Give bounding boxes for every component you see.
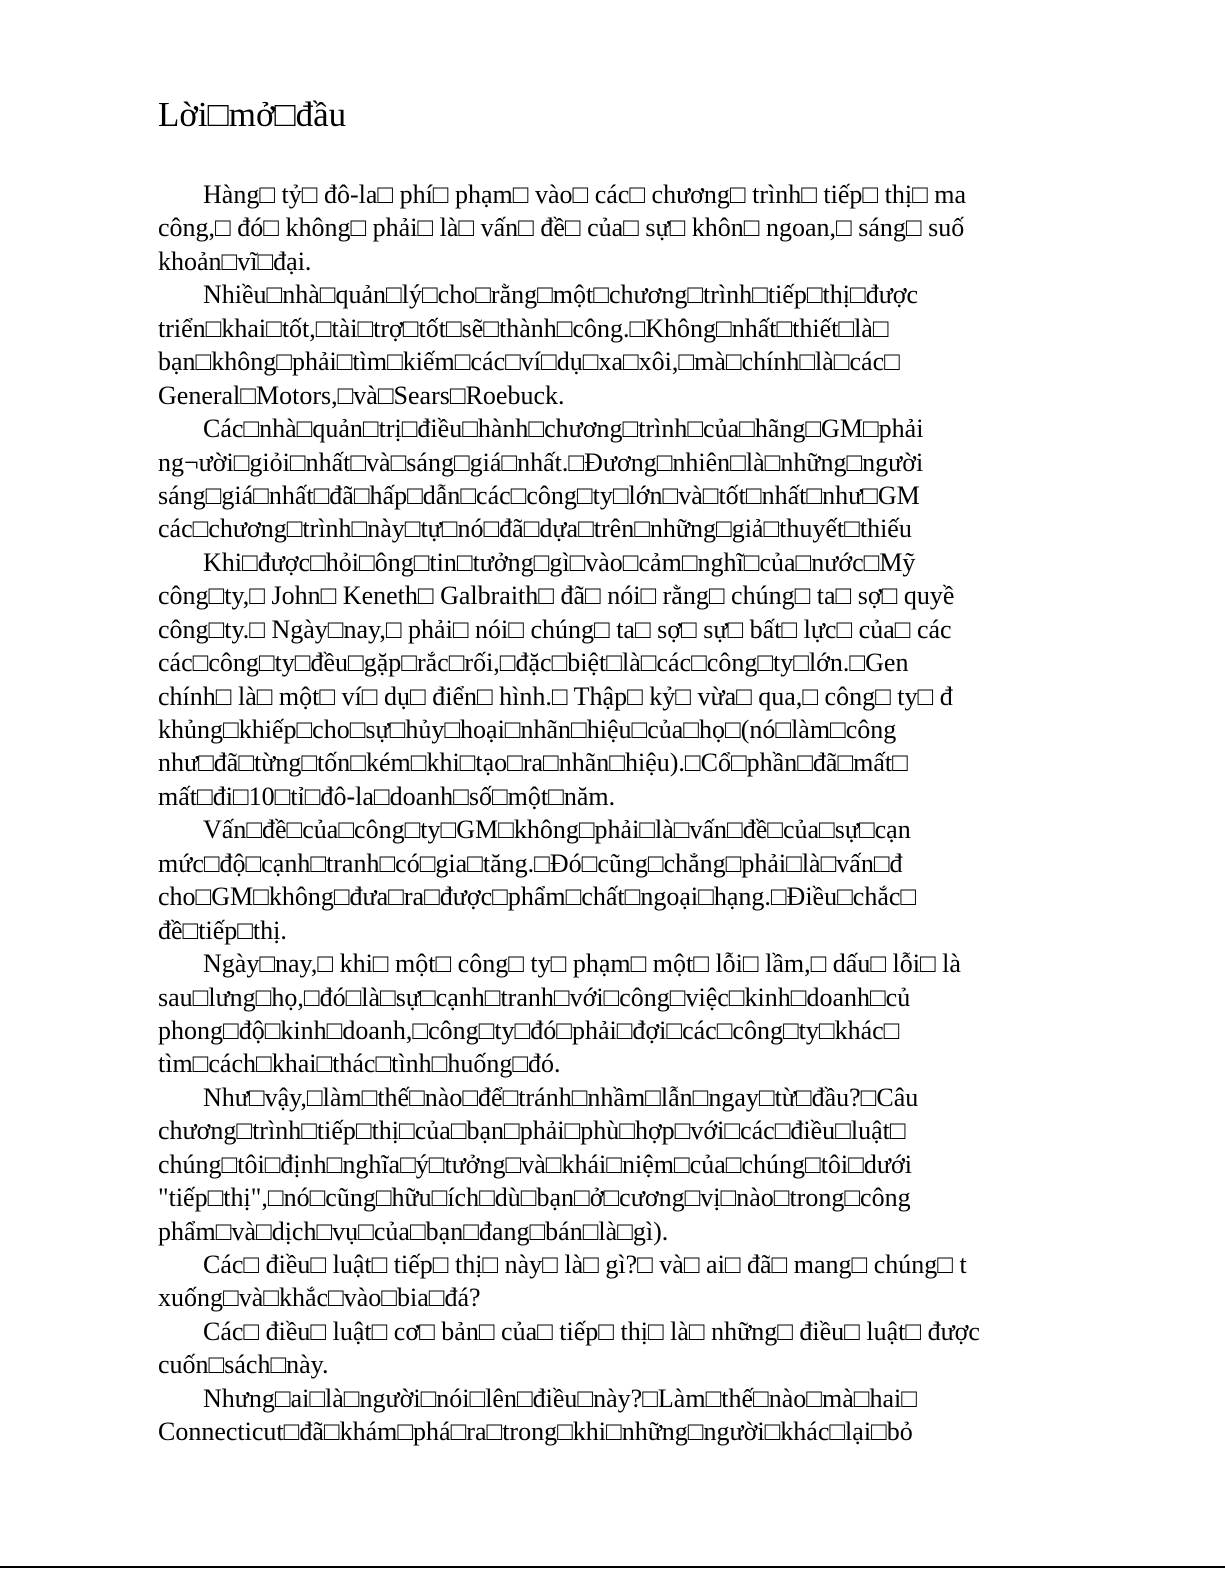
text-line: phong□độ□kinh□doanh,□công□ty□đó□phải□đợi□các□công□ty□khác□ — [158, 1015, 900, 1045]
text-line: cuốn□sách□này. — [158, 1350, 329, 1380]
text-line: bạn□không□phải□tìm□kiếm□các□ví□dụ□xa□xôi,□mà□chính□là□các□ — [158, 347, 900, 377]
text-line: tìm□cách□khai□thác□tình□huống□đó. — [158, 1049, 561, 1079]
text-line: phẩm□và□dịch□vụ□của□bạn□đang□bán□là□gì). — [158, 1216, 669, 1246]
text-line: khoản□vĩ□đại. — [158, 246, 312, 276]
text-line: ng¬ười□giỏi□nhất□và□sáng□giá□nhất.□Đương□nhiên□là□những□người — [158, 447, 924, 477]
text-line: triển□khai□tốt,□tài□trợ□tốt□sẽ□thành□công.□Không□nhất□thiết□là□ — [158, 313, 889, 343]
text-line: công□ty,□ John□ Keneth□ Galbraith□ đã□ nói□ rằng□ chúng□ ta□ sợ□ quyề — [158, 581, 955, 611]
text-line: xuống□và□khắc□vào□bia□đá? — [158, 1283, 481, 1313]
text-line: đề□tiếp□thị. — [158, 915, 287, 945]
text-line: chúng□tôi□định□nghĩa□ý□tưởng□và□khái□niệm□của□chúng□tôi□dưới — [158, 1149, 912, 1179]
text-line: mức□độ□cạnh□tranh□có□gia□tăng.□Đó□cũng□chẳng□phải□là□vấn□đ — [158, 848, 903, 878]
text-line: General□Motors,□và□Sears□Roebuck. — [158, 380, 565, 410]
text-line: công□ty.□ Ngày□nay,□ phải□ nói□ chúng□ ta□ sợ□ sự□ bất□ lực□ của□ các — [158, 614, 952, 644]
text-line: các□công□ty□đều□gặp□rắc□rối,□đặc□biệt□là□các□công□ty□lớn.□Gen — [158, 648, 909, 678]
text-line: Như□vậy,□làm□thế□nào□để□tránh□nhầm□lẫn□ngay□từ□đầu?□Câu — [203, 1082, 919, 1112]
text-line: Các□ điều□ luật□ tiếp□ thị□ này□ là□ gì?□ và□ ai□ đã□ mang□ chúng□ t — [203, 1250, 967, 1279]
text-line: sau□lưng□họ,□đó□là□sự□cạnh□tranh□với□công□việc□kinh□doanh□củ — [158, 982, 911, 1012]
text-line: Hàng□ tỷ□ đô-la□ phí□ phạm□ vào□ các□ chương□ trình□ tiếp□ thị□ ma — [203, 180, 967, 209]
text-line: sáng□giá□nhất□đã□hấp□dẫn□các□công□ty□lớn□và□tốt□nhất□như□GM — [158, 480, 920, 510]
text-line: chính□ là□ một□ ví□ dụ□ điển□ hình.□ Thập□ kỷ□ vừa□ qua,□ công□ ty□ đ — [158, 681, 953, 711]
text-line: công,□ đó□ không□ phải□ là□ vấn□ đề□ của□ sự□ khôn□ ngoan,□ sáng□ suố — [158, 213, 965, 243]
text-line: Connecticut□đã□khám□phá□ra□trong□khi□những□người□khác□lại□bỏ — [158, 1417, 913, 1447]
text-line: cho□GM□không□đưa□ra□được□phẩm□chất□ngoại□hạng.□Điều□chắc□ — [158, 882, 917, 912]
text-line: "tiếp□thị",□nó□cũng□hữu□ích□dù□bạn□ở□cương□vị□nào□trong□công — [158, 1183, 911, 1213]
body-text — [158, 178, 1080, 1449]
text-line: như□đã□từng□tốn□kém□khi□tạo□ra□nhãn□hiệu).□Cổ□phần□đã□mất□ — [158, 748, 908, 778]
text-line: Nhưng□ai□là□người□nói□lên□điều□này?□Làm□thế□nào□mà□hai□ — [203, 1383, 917, 1413]
page-title: Lời□mở□đầu — [158, 95, 347, 134]
text-line: Nhiều□nhà□quản□lý□cho□rằng□một□chương□trình□tiếp□thị□được — [203, 280, 919, 310]
text-line: Các□nhà□quản□trị□điều□hành□chương□trình□của□hãng□GM□phải — [203, 414, 924, 444]
text-line: Vấn□đề□của□công□ty□GM□không□phải□là□vấn□đề□của□sự□cạn — [203, 815, 911, 845]
text-line: mất□đi□10□tỉ□đô-la□doanh□số□một□năm. — [158, 781, 616, 811]
text-line: Khi□được□hỏi□ông□tin□tưởng□gì□vào□cảm□nghĩ□của□nước□Mỹ — [203, 547, 916, 577]
text-line: các□chương□trình□này□tự□nó□đã□dựa□trên□những□giả□thuyết□thiếu — [158, 514, 912, 544]
text-line: Các□ điều□ luật□ cơ□ bản□ của□ tiếp□ thị□ là□ những□ điều□ luật□ được — [203, 1316, 980, 1346]
text-line: chương□trình□tiếp□thị□của□bạn□phải□phù□hợp□với□các□điều□luật□ — [158, 1116, 906, 1146]
text-line: Ngày□nay,□ khi□ một□ công□ ty□ phạm□ một□ lỗi□ lầm,□ dấu□ lỗi□ là — [203, 949, 961, 979]
text-line: khủng□khiếp□cho□sự□hủy□hoại□nhãn□hiệu□của□họ□(nó□làm□công — [158, 715, 897, 744]
page-bottom-rule — [0, 1566, 1225, 1568]
